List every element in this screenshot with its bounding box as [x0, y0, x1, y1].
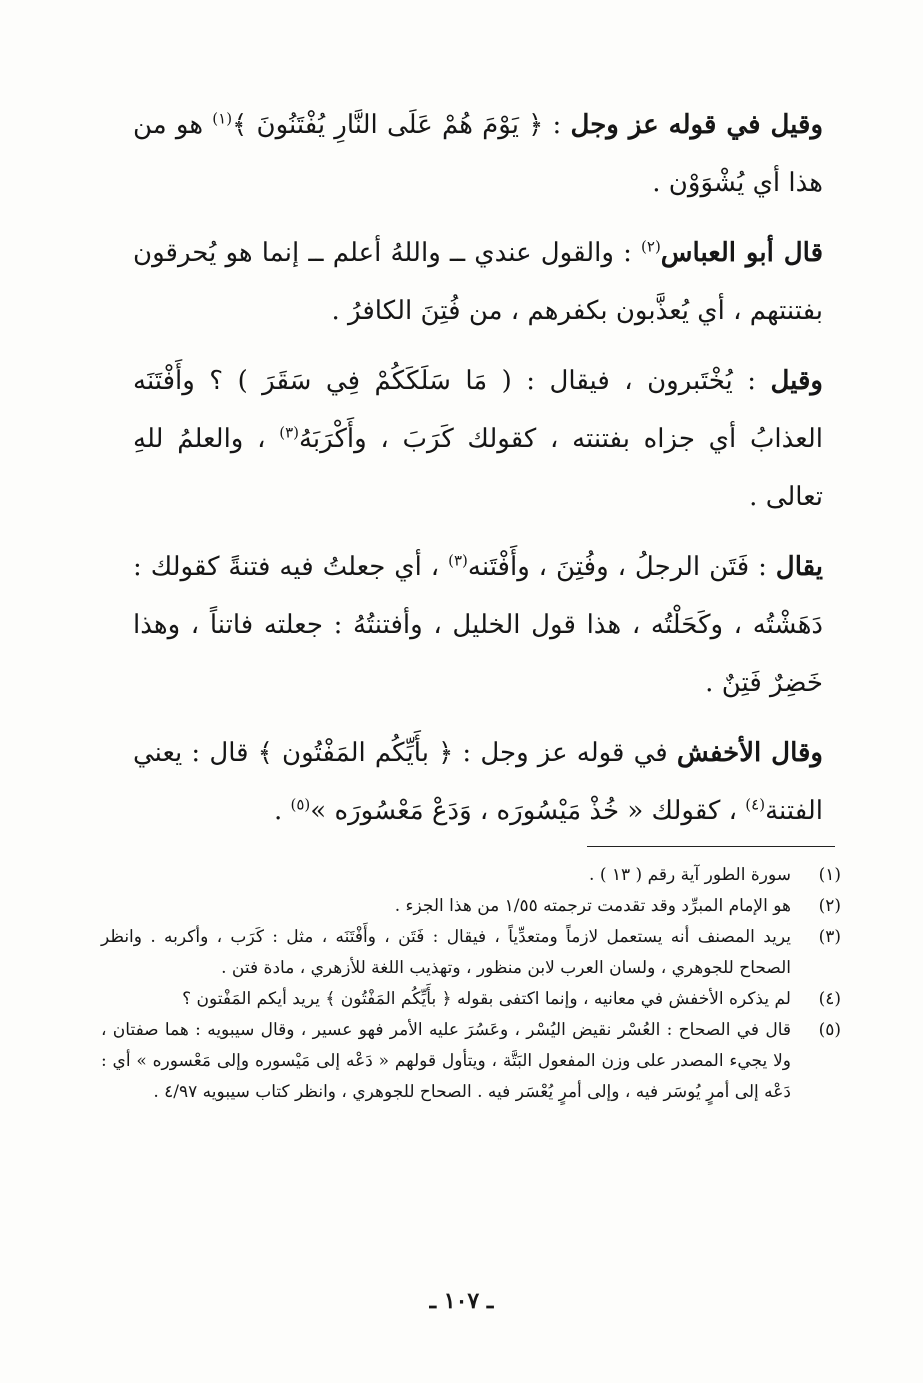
footnote-ref: (٣) — [279, 423, 299, 442]
footnote-ref: (٤) — [745, 795, 766, 814]
footnote-ref: (١) — [212, 109, 233, 128]
footnote-3 — [101, 922, 841, 984]
paragraph-text: ، أي جعلتُ فيه فتنةً كقولك : دَهَشْتُه ، وكَحَلْتُه ، هذا قول الخليل ، وأفتنتُهُ : جعلته فاتناً ، وهذا خَضِرٌ فَتِنٌ . — [133, 552, 823, 698]
footnotes — [101, 860, 841, 1108]
paragraph-lead: وقال الأخفش — [676, 738, 823, 768]
footnote-5 — [101, 1015, 841, 1108]
paragraph-lead: وقيل — [770, 366, 823, 396]
paragraph-1 — [133, 96, 823, 212]
footnote-text: سورة الطور آية رقم ( ١٣ ) . — [589, 865, 791, 885]
footnote-text: لم يذكره الأخفش في معانيه ، وإنما اكتفى بقوله ﴿ بأَيِّكُم المَفْتُون ﴾ يريد أيكم المَفْتون ؟ — [182, 989, 791, 1009]
footnote-ref: (٥) — [290, 795, 311, 814]
paragraph-text: : والقول عندي ــ واللهُ أعلم ــ إنما هو يُحرقون بفتنتهم ، أي يُعذَّبون بكفرهم ، من فُتِنَ الكافرُ . — [133, 238, 823, 326]
footnote-number: (٢) — [818, 896, 841, 916]
paragraph-3 — [133, 352, 823, 526]
footnote-text: هو الإمام المبرِّد وقد تقدمت ترجمته ١/٥٥ من هذا الجزء . — [394, 896, 791, 916]
footnote-ref: (٢) — [641, 237, 661, 256]
footnote-2 — [101, 891, 841, 922]
footnote-text: يريد المصنف أنه يستعمل لازماً ومتعدِّياً ، فيقال : فَتَن ، وأَفْتَنَه ، مثل : كَرَب ، وأكربه . وانظر الصحاح للجوهري ، ولسان العرب لابن منظور ، وتهذيب اللغة للأزهري ، مادة فتن . — [101, 927, 791, 978]
footnote-1 — [101, 860, 841, 891]
footnote-text: قال في الصحاح : العُسْر نقيض اليُسْر ، وعَسُرَ عليه الأمر فهو عسير ، وقال سيبويه : هما صفتان ، ولا يجيء المصدر على وزن المفعول البَتَّة ، ويتأول قولهم « دَعْه إلى مَيْسوره وإلى مَعْسوره » أي : دَعْه إلى أمرٍ يُوسَر فيه ، وإلى أمرٍ يُعْسَر فيه . الصحاح للجوهري ، وانظر كتاب سيبويه ٤/٩٧ . — [101, 1020, 791, 1102]
paragraph-text: هو من هذا أي يُشْوَوْن . — [133, 110, 823, 198]
footnote-number: (٥) — [818, 1020, 841, 1040]
paragraph-lead: يقال — [775, 552, 823, 582]
paragraph-lead: وقيل في قوله عز وجل — [570, 110, 823, 140]
paragraph-text: : ﴿ يَوْمَ هُمْ عَلَى النَّارِ يُفْتَنُونَ ﴾ — [232, 110, 571, 140]
main-text — [133, 96, 823, 852]
paragraph-text: : فَتَن الرجلُ ، وفُتِنَ ، وأَفْتَنه — [467, 552, 776, 582]
footnote-number: (٤) — [818, 989, 841, 1009]
paragraph-lead: قال أبو العباس — [660, 238, 823, 268]
footnote-number: (١) — [818, 865, 841, 885]
paragraph-5 — [133, 724, 823, 840]
paragraph-text: : يُخْتَبرون ، فيقال : ( مَا سَلَكَكُمْ فِي سَقَرَ ) ؟ وأَفْتَنَه العذابُ أي جزاه بفتنته ، كقولك كَرَبَ ، وأَكْرَبَهُ — [133, 366, 823, 454]
page-number: ـ ١٠٧ ـ — [429, 1288, 494, 1314]
paragraph-text: . — [273, 796, 291, 826]
paragraph-text: في قوله عز وجل : ﴿ بأَيِّكُم المَفْتُون ﴾ قال : يعني الفتنة — [133, 738, 823, 826]
footnote-divider — [587, 846, 835, 847]
paragraph-text: ، كقولك « خُذْ مَيْسُورَه ، وَدَعْ مَعْسُورَه » — [310, 796, 746, 826]
paragraph-2 — [133, 224, 823, 340]
footnote-ref: (٣) — [448, 551, 468, 570]
paragraph-4 — [133, 538, 823, 712]
footnote-4 — [101, 984, 841, 1015]
footnote-number: (٣) — [818, 927, 841, 947]
paragraph-text: ، والعلمُ للهِ تعالى . — [133, 424, 823, 512]
